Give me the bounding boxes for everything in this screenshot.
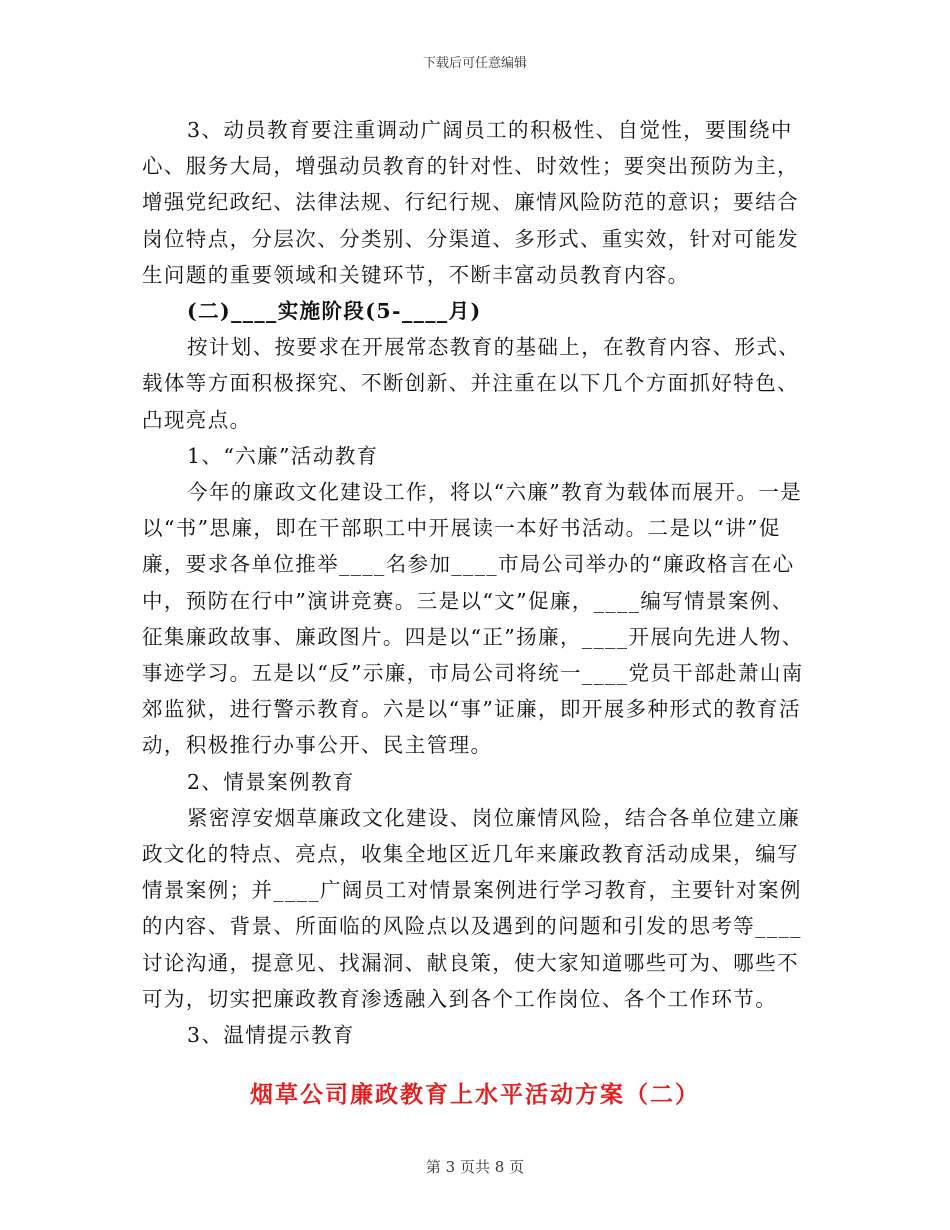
paragraph-case-education: 紧密淳安烟草廉政文化建设、岗位廉情风险，结合各单位建立廉政文化的特点、亮点，收集全地区近几年来廉政教育活动成果，编写情景案例；并____广阔员工对情景案例进行学习教育，主要针对案例的内容、背景、所面临的风险点以及遇到的问题和引发的思考等____讨论沟通，提意见、找漏洞、献良策，使大家知道哪些可为、哪些不可为，切实把廉政教育渗透融入到各个工作岗位、各个工作环节。 bbox=[142, 805, 802, 1011]
paragraph-six-lian: 今年的廉政文化建设工作，将以“六廉”教育为载体而展开。一是以“书”思廉，即在干部职工中开展读一本好书活动。二是以“讲”促廉，要求各单位推举____名参加____市局公司举办的“廉政格言在心中，预防在行中”演讲竞赛。三是以“文”促廉，____编写情景案例、征集廉政故事、廉政图片。四是以“正”扬廉，____开展向先进人物、事迹学习。五是以“反”示廉，市局公司将统一____党员干部赴萧山南郊监狱，进行警示教育。六是以“事”证廉，即开展多种形式的教育活动，积极推行办事公开、民主管理。 bbox=[142, 480, 804, 758]
paragraph-implementation-intro: 按计划、按要求在开展常态教育的基础上，在教育内容、形式、载体等方面积极探究、不断创新、并注重在以下几个方面抓好特色、凸现亮点。 bbox=[142, 335, 801, 432]
subheading-case-education: 2、情景案例教育 bbox=[187, 769, 355, 794]
subheading-six-lian: 1、“六廉”活动教育 bbox=[187, 443, 379, 468]
section-heading-implementation: (二)____实施阶段(5-____月) bbox=[187, 299, 482, 324]
page-header: 下载后可任意编辑 bbox=[422, 56, 527, 71]
paragraph-mobilization-item-3: 3、动员教育要注重调动广阔员工的积极性、自觉性，要围绕中心、服务大局，增强动员教育的针对性、时效性；要突出预防为主，增强党纪政纪、法律法规、行纪行规、廉情风险防范的意识；要结合岗位特点，分层次、分类别、分渠道、多形式、重实效，针对可能发生问题的重要领域和关键环节，不断丰富动员教育内容。 bbox=[142, 118, 799, 287]
page-footer: 第 3 页共 8 页 bbox=[425, 1158, 525, 1176]
document-title-red: 烟草公司廉政教育上水平活动方案（二） bbox=[250, 1081, 700, 1108]
document-body bbox=[142, 112, 812, 1053]
subheading-warm-reminder: 3、温情提示教育 bbox=[187, 1023, 355, 1048]
